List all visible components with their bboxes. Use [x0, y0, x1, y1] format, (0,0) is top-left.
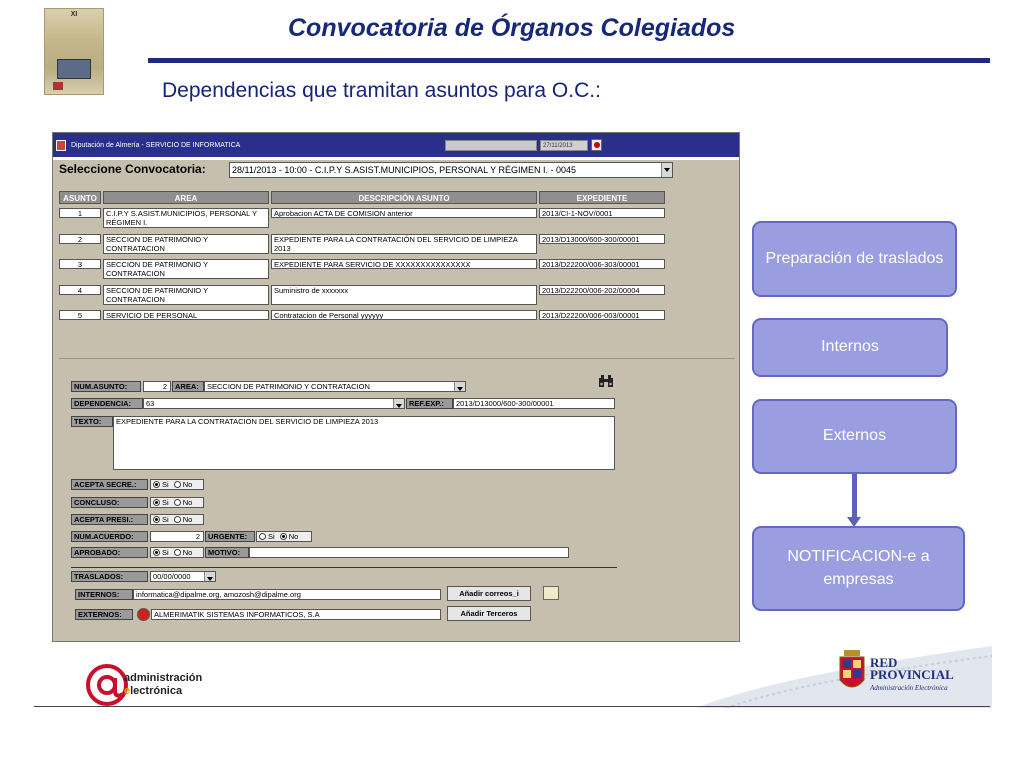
ref-exp-field[interactable]: 2013/D13000/600-300/00001: [453, 398, 615, 409]
chevron-down-icon[interactable]: [661, 163, 672, 177]
cell-expediente[interactable]: 2013/D22200/006-303/00001: [539, 259, 665, 269]
session-date: 27/11/2013: [540, 140, 588, 151]
adm-line2: [124, 685, 202, 698]
flow-preparacion-traslados: Preparación de traslados: [752, 221, 957, 297]
area-value: SECCION DE PATRIMONIO Y CONTRATACION: [207, 382, 370, 391]
flow-notificacion-empresas: NOTIFICACION-e a empresas: [752, 526, 965, 611]
cell-expediente[interactable]: 2013/CI-1-NOV/0001: [539, 208, 665, 218]
acepta-secre-radio[interactable]: [150, 479, 204, 490]
delete-icon[interactable]: [137, 608, 150, 621]
externos-label: EXTERNOS:: [75, 609, 133, 620]
binoculars-icon[interactable]: [598, 373, 614, 389]
aprobado-label: APROBADO:: [71, 547, 148, 558]
radio-no[interactable]: [174, 516, 181, 523]
texto-label: TEXTO:: [71, 416, 113, 427]
radio-si[interactable]: [153, 499, 160, 506]
motivo-label: MOTIVO:: [205, 547, 249, 558]
convocatoria-label: Seleccione Convocatoria:: [59, 162, 206, 176]
acepta-secre-label: ACEPTA SECRE.:: [71, 479, 148, 490]
dependencia-select[interactable]: [143, 398, 405, 409]
radio-si[interactable]: [153, 481, 160, 488]
exit-button[interactable]: [591, 139, 602, 151]
cell-area[interactable]: SECCION DE PATRIMONIO Y CONTRATACION: [103, 234, 269, 254]
app-icon: [56, 140, 66, 151]
num-asunto-label: NUM.ASUNTO:: [71, 381, 141, 392]
cell-asunto[interactable]: 5: [59, 310, 101, 320]
radio-si[interactable]: [153, 549, 160, 556]
add-third-party-button[interactable]: Añadir Terceros: [447, 606, 531, 621]
cell-descripcion[interactable]: Suministro de xxxxxxx: [271, 285, 537, 305]
cell-expediente[interactable]: 2013/D13000/600-300/00001: [539, 234, 665, 244]
panel-divider: [59, 358, 735, 359]
area-select[interactable]: [204, 381, 466, 392]
add-email-button[interactable]: Añadir correos_i: [447, 586, 531, 601]
red-text: RED: [870, 655, 898, 670]
convocatoria-select[interactable]: [229, 162, 673, 178]
footer-divider: [34, 706, 990, 707]
radio-no-label: No: [182, 548, 193, 557]
form-separator: [71, 567, 617, 568]
envelope-icon[interactable]: [543, 586, 559, 600]
app-org-label: Diputación de Almería - SERVICIO DE INFORMATICA: [71, 142, 241, 149]
radio-no-label: No: [182, 515, 193, 524]
radio-no[interactable]: [174, 499, 181, 506]
provincial-crest-icon: [838, 650, 866, 696]
cell-area[interactable]: SECCION DE PATRIMONIO Y CONTRATACION: [103, 285, 269, 305]
acepta-presi-label: ACEPTA PRESI.:: [71, 514, 148, 525]
administracion-electronica-text: [124, 672, 202, 698]
cell-expediente[interactable]: 2013/D22200/006-003/00001: [539, 310, 665, 320]
externos-field[interactable]: ALMERIMATIK SISTEMAS INFORMATICOS, S.A: [151, 609, 441, 620]
concluso-label: CONCLUSO:: [71, 497, 148, 508]
header-area[interactable]: AREA: [103, 191, 269, 204]
num-asunto-field[interactable]: 2: [143, 381, 171, 392]
internos-field[interactable]: informatica@dipalme.org, amozosh@dipalme.org: [133, 589, 441, 600]
cover-title: XI: [70, 11, 78, 18]
flow-internos: Internos: [752, 318, 948, 377]
radio-si-label: Si: [162, 515, 169, 524]
app-window: [52, 132, 740, 642]
chevron-down-icon[interactable]: [204, 572, 215, 581]
header-asunto[interactable]: ASUNTO: [59, 191, 101, 204]
texto-area[interactable]: EXPEDIENTE PARA LA CONTRATACION DEL SERVICIO DE LIMPIEZA 2013: [113, 416, 615, 470]
adm-line2-e: e: [124, 685, 131, 697]
traslados-select[interactable]: [150, 571, 216, 582]
administracion-electronica-logo: [86, 664, 131, 706]
radio-si[interactable]: [153, 516, 160, 523]
provincial-text: PROVINCIAL: [870, 667, 954, 682]
aprobado-radio[interactable]: [150, 547, 204, 558]
app-titlebar: [53, 133, 739, 157]
cover-logo: [53, 82, 63, 90]
titlebar-separator: [53, 157, 739, 160]
internos-label: INTERNOS:: [75, 589, 133, 600]
adm-line1: administración: [124, 672, 203, 684]
flow-arrow-shaft: [852, 474, 857, 522]
traslados-value: 00/00/0000: [153, 572, 191, 581]
cell-asunto[interactable]: 3: [59, 259, 101, 269]
radio-si-label: Si: [162, 548, 169, 557]
cell-descripcion[interactable]: EXPEDIENTE PARA SERVICIO DE XXXXXXXXXXXXXXX: [271, 259, 537, 269]
radio-no-label: No: [182, 480, 193, 489]
red-provincial-subtitle: Administración Electrónica: [870, 684, 948, 692]
concluso-radio[interactable]: [150, 497, 204, 508]
exit-icon: [594, 142, 600, 148]
traslados-label: TRASLADOS:: [71, 571, 148, 582]
cell-expediente[interactable]: 2013/D22200/006-202/00004: [539, 285, 665, 295]
cell-asunto[interactable]: 2: [59, 234, 101, 244]
cell-area[interactable]: C.I.P.Y S.ASIST.MUNICIPIOS, PERSONAL Y RÉGIMEN I.: [103, 208, 269, 228]
radio-si[interactable]: [259, 533, 266, 540]
radio-no-label: No: [182, 498, 193, 507]
slide-title: Convocatoria de Órganos Colegiados: [288, 14, 736, 42]
num-acuerdo-field[interactable]: 2: [150, 531, 204, 542]
cell-asunto[interactable]: 1: [59, 208, 101, 218]
area-label: AREA:: [172, 381, 204, 392]
urgente-radio[interactable]: [256, 531, 312, 542]
radio-si-label: Si: [162, 480, 169, 489]
cell-descripcion[interactable]: Contratacion de Personal yyyyyy: [271, 310, 537, 320]
radio-no[interactable]: [174, 481, 181, 488]
header-descripcion[interactable]: DESCRIPCIÓN ASUNTO: [271, 191, 537, 204]
adm-line2-rest: lectrónica: [130, 685, 183, 697]
header-expediente[interactable]: EXPEDIENTE: [539, 191, 665, 204]
convocatoria-value: 28/11/2013 - 10:00 - C.I.P.Y S.ASIST.MUNICIPIOS, PERSONAL Y RÉGIMEN I. - 0045: [232, 165, 576, 175]
acepta-presi-radio[interactable]: [150, 514, 204, 525]
motivo-field[interactable]: [249, 547, 569, 558]
cover-thumbnail: [44, 8, 104, 95]
radio-no-label: No: [288, 532, 299, 541]
urgente-label: URGENTE:: [205, 531, 255, 542]
slide-subtitle: Dependencias que tramitan asuntos para O.C.:: [162, 79, 601, 102]
cell-descripcion[interactable]: Aprobacion ACTA DE COMISION anterior: [271, 208, 537, 218]
num-acuerdo-label: NUM.ACUERDO:: [71, 531, 148, 542]
flow-externos: Externos: [752, 399, 957, 474]
dependencia-value: 63: [146, 399, 155, 408]
red-provincial-title: [870, 657, 954, 681]
titlebar-field[interactable]: [445, 140, 537, 151]
dependencia-label: DEPENDENCIA:: [71, 398, 143, 409]
radio-no[interactable]: [280, 533, 287, 540]
radio-no[interactable]: [174, 549, 181, 556]
title-divider: [148, 58, 990, 63]
cell-area[interactable]: SERVICIO DE PERSONAL: [103, 310, 269, 320]
chevron-down-icon[interactable]: [454, 382, 465, 391]
cover-image: [57, 59, 91, 79]
radio-si-label: Si: [268, 532, 275, 541]
ref-exp-label: REF.EXP.:: [406, 398, 453, 409]
radio-si-label: Si: [162, 498, 169, 507]
cell-asunto[interactable]: 4: [59, 285, 101, 295]
cell-area[interactable]: SECCION DE PATRIMONIO Y CONTRATACION: [103, 259, 269, 279]
chevron-down-icon[interactable]: [393, 399, 404, 408]
cell-descripcion[interactable]: EXPEDIENTE PARA LA CONTRATACIÓN DEL SERVICIO DE LIMPIEZA 2013: [271, 234, 537, 254]
